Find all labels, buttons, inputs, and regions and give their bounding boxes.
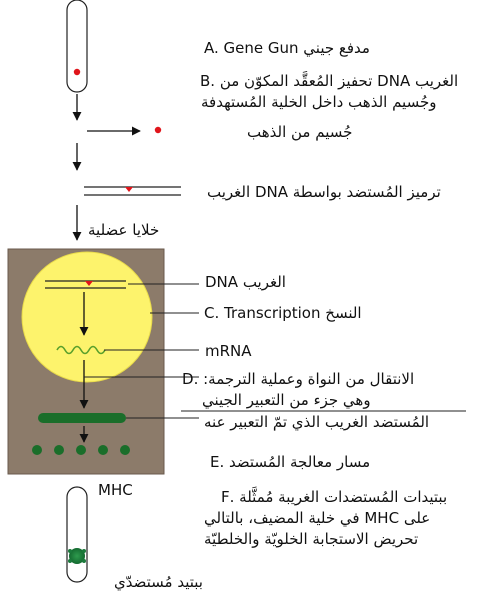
gene-gun-tube (67, 0, 87, 92)
gold-marker (125, 187, 133, 192)
expressed-antigen (38, 413, 126, 423)
peptide-dot (32, 445, 42, 455)
peptide-dot (54, 445, 64, 455)
label-gene-gun: A. Gene Gun مدفع جيني (204, 39, 370, 57)
label-d-line1: الانتقال من النواة وعملية الترجمة: .D (182, 370, 415, 388)
label-foreign-dna: DNA الغريب (205, 273, 286, 291)
mhc-tube (67, 487, 87, 582)
peptide-bump (68, 549, 72, 553)
label-b-line2: وجُسيم الذهب داخل الخلية المُستهدفة (201, 93, 437, 111)
peptide-bump (68, 559, 72, 563)
gold-particle (155, 127, 161, 133)
peptide-dot (120, 445, 130, 455)
label-antigenic-peptide: ببتيد مُستضدّي (114, 573, 203, 591)
label-f-line3: تحريض الاستجابة الخلويّة والخلطيّة (204, 530, 419, 548)
label-b-line1: B. تحفيز المُعقَّد المكوّن من DNA الغريب (200, 72, 459, 90)
peptide-bump (82, 559, 86, 563)
label-transcription: C. Transcription النسخ (204, 304, 362, 322)
peptide-dot (76, 445, 86, 455)
nucleus (22, 252, 152, 382)
label-f-line1: ببتيدات المُستضدات الغريبة مُمثَّلة .F (221, 488, 448, 506)
label-antigen-coding: ترميز المُستضد بواسطة DNA الغريب (207, 183, 441, 201)
peptide-dot (98, 445, 108, 455)
label-mhc: MHC (98, 481, 133, 499)
label-mrna: mRNA (205, 342, 252, 360)
label-gold-particle: جُسيم من الذهب (247, 123, 353, 141)
label-muscle-cells: خلايا عضلية (88, 221, 160, 239)
label-f-line2: على MHC في خلية المضيف، بالتالي (204, 509, 431, 527)
label-d-line2: وهي جزء من التعبير الجيني (202, 391, 371, 409)
label-expressed-antigen: المُستضد الغريب الذي تمّ التعبير عنه (204, 413, 430, 431)
gold-particle-in-gun (74, 69, 80, 75)
peptide-bump (82, 549, 86, 553)
label-processing: مسار معالجة المُستضد .E (210, 453, 371, 471)
